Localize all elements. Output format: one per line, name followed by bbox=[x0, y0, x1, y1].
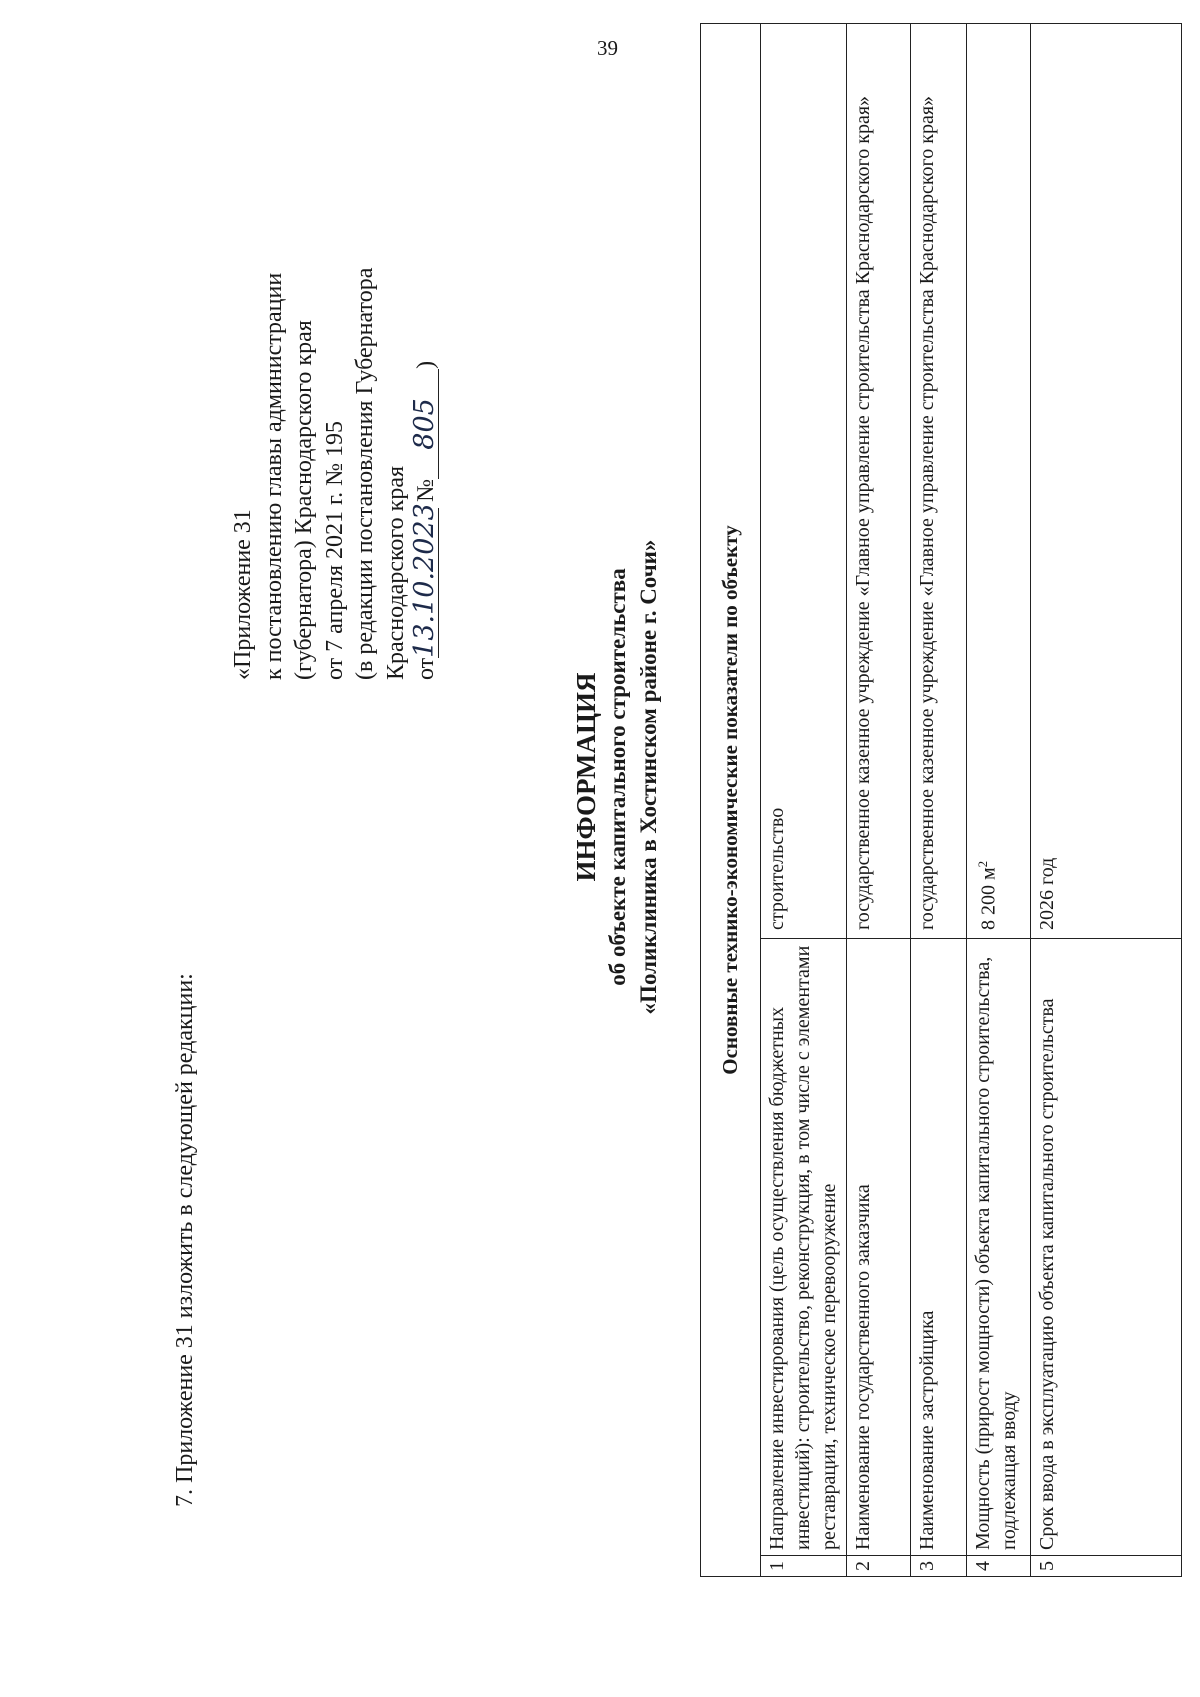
handwritten-number: 805 bbox=[412, 369, 439, 479]
row-value: государственное казенное учреждение «Главное управление строительства Краснодарского края» bbox=[852, 95, 874, 930]
appendix-line: (губернатора) Краснодарского края bbox=[291, 320, 317, 680]
appendix-line: Краснодарского края bbox=[382, 465, 409, 680]
title-main: ИНФОРМАЦИЯ bbox=[571, 672, 601, 882]
appendix-line: к постановлению главы администрации bbox=[260, 272, 287, 680]
row-number: 4 bbox=[967, 1555, 1030, 1576]
row-value: 2026 год bbox=[1036, 857, 1058, 930]
close-paren: ) bbox=[413, 360, 439, 369]
row-number: 1 bbox=[761, 1555, 846, 1576]
row-number: 5 bbox=[1031, 1555, 1181, 1576]
page-number: 39 bbox=[597, 36, 618, 60]
row-number: 3 bbox=[911, 1555, 966, 1576]
unit-superscript: 2 bbox=[975, 860, 990, 868]
document-title bbox=[570, 417, 664, 1137]
row-value: государственное казенное учреждение «Главное управление строительства Краснодарского края» bbox=[916, 95, 938, 930]
row-number: 2 bbox=[847, 1555, 910, 1576]
appendix-line: от 7 апреля 2021 г. № 195 bbox=[321, 420, 348, 680]
title-object-name: «Поликлиника в Хостинском районе г. Сочи» bbox=[636, 539, 661, 1015]
handwritten-date: 13.10.2023 bbox=[409, 503, 440, 658]
capacity-value: 8 200 м bbox=[977, 867, 1000, 930]
row-value: строительство bbox=[766, 807, 788, 930]
indicators-table bbox=[700, 23, 1182, 1577]
table-row bbox=[967, 24, 1031, 1576]
intro-text: 7. Приложение 31 изложить в следующей редакции: bbox=[172, 973, 198, 1507]
table-row bbox=[1031, 24, 1181, 1576]
from-prefix: от bbox=[413, 657, 439, 680]
appendix-reference bbox=[228, 40, 442, 680]
row-label: Срок ввода в эксплуатацию объекта капитального строительства bbox=[1031, 938, 1181, 1556]
appendix-line: «Приложение 31 bbox=[230, 509, 256, 680]
table-row bbox=[911, 24, 967, 1576]
appendix-date-line bbox=[411, 40, 442, 680]
row-label: Направление инвестирования (цель осуществления бюджетных инвестиций): строительство, реконструкция, в том числе с элементами реставрации, техническое перевооружение bbox=[761, 938, 846, 1556]
row-label: Мощность (прирост мощности) объекта капитального строительства, подлежащая вводу bbox=[967, 938, 1030, 1556]
appendix-line: (в редакции постановления Губернатора bbox=[352, 267, 378, 680]
title-subtitle: об объекте капитального строительства bbox=[605, 568, 630, 986]
number-prefix: № bbox=[413, 478, 439, 502]
table-row bbox=[847, 24, 911, 1576]
row-value bbox=[967, 24, 1030, 938]
row-label: Наименование застройщика bbox=[911, 938, 966, 1556]
table-row bbox=[761, 24, 847, 1576]
row-label: Наименование государственного заказчика bbox=[847, 938, 910, 1556]
table-header: Основные технико-экономические показатели по объекту bbox=[701, 24, 761, 1576]
